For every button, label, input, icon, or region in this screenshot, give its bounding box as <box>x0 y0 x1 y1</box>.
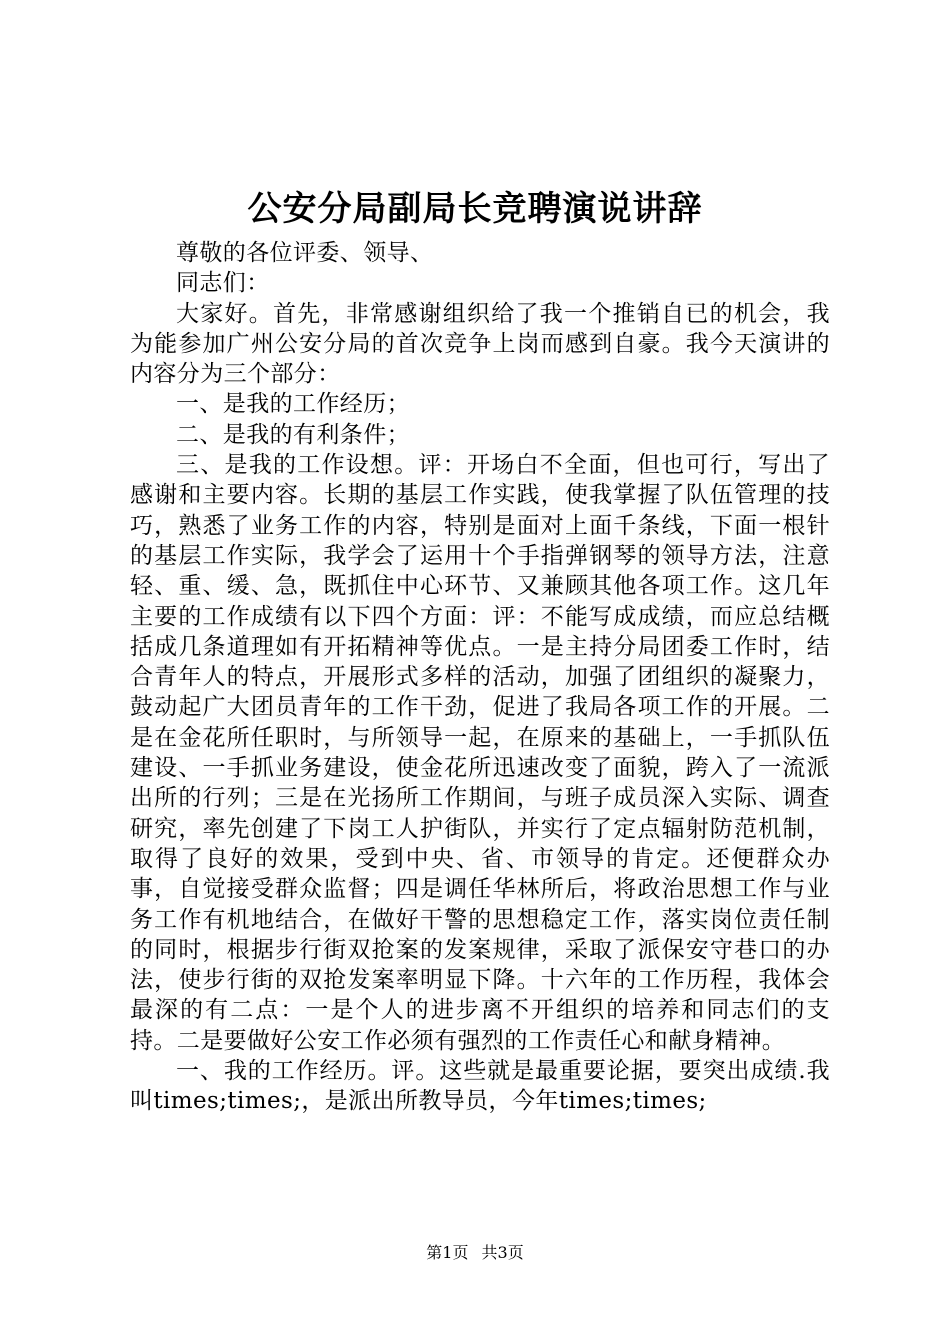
page-footer <box>0 1243 950 1263</box>
main-paragraph: 三、是我的工作设想。评：开场白不全面，但也可行，写出了感谢和主要内容。长期的基层工作实践，使我掌握了队伍管理的技巧，熟悉了业务工作的内容，特别是面对上面千条线，下面一根针的基层工作实际，我学会了运用十个手指弹钢琴的领导方法，注意轻、重、缓、急，既抓住中心环节、又兼顾其他各项工作。这几年主要的工作成绩有以下四个方面：评：不能写成成绩，而应总结概括成几条道理如有开拓精神等优点。一是主持分局团委工作时，结合青年人的特点，开展形式多样的活动，加强了团组织的凝聚力，鼓动起广大团员青年的工作干劲，促进了我局各项工作的开展。二是在金花所任职时，与所领导一起，在原来的基础上，一手抓队伍建设、一手抓业务建设，使金花所迅速改变了面貌，跨入了一流派出所的行列；三是在光扬所工作期间，与班子成员深入实际、调查研究，率先创建了下岗工人护街队，并实行了定点辐射防范机制，取得了良好的效果，受到中央、省、市领导的肯定。还便群众办事，自觉接受群众监督；四是调任华林所后，将政治思想工作与业务工作有机地结合，在做好干警的思想稳定工作，落实岗位责任制的同时，根据步行街双抢案的发案规律，采取了派保安守巷口的办法，使步行街的双抢发案率明显下降。十六年的工作历程，我体会最深的有二点：一是个人的进步离不开组织的培养和同志们的支持。二是要做好公安工作必须有强烈的工作责任心和献身精神。 <box>130 452 830 1054</box>
document-body <box>130 238 830 1117</box>
page-total: 共3页 <box>481 1243 524 1262</box>
intro-paragraph: 大家好。首先，非常感谢组织给了我一个推销自已的机会，我为能参加广州公安分局的首次竞争上岗而感到自豪。我今天演讲的内容分为三个部分： <box>130 300 830 388</box>
document-title: 公安分局副局长竞聘演说讲辞 <box>247 189 703 229</box>
outline-item-2: 二、是我的有利条件； <box>176 421 410 448</box>
section-one-paragraph: 一、我的工作经历。评。这些就是最重要论据，要突出成绩.我叫times;times;，是派出所教导员，今年times;times; <box>130 1058 830 1115</box>
outline-item-1: 一、是我的工作经历； <box>176 391 410 418</box>
page-number: 第1页 <box>426 1243 469 1262</box>
salutation-line-1: 尊敬的各位评委、领导、 <box>176 240 434 266</box>
salutation-line-2: 同志们： <box>176 270 270 297</box>
